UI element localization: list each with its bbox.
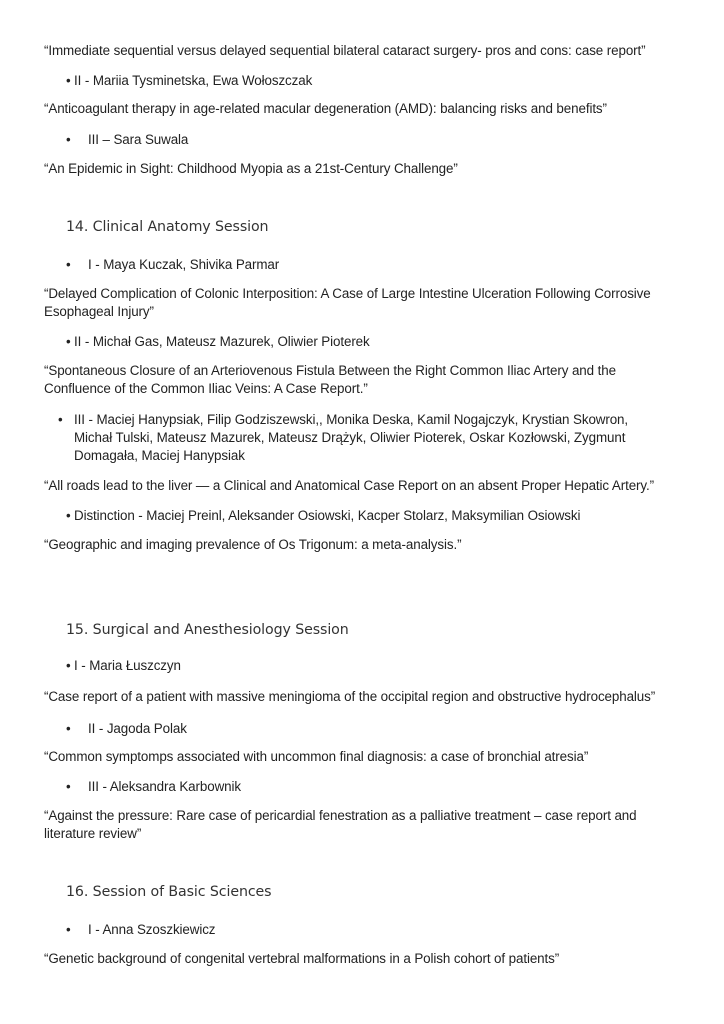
paper-title: “Common symptomps associated with uncommon final diagnosis: a case of bronchial atresia” [44,749,589,764]
paper-title: “Genetic background of congenital vertebral malformations in a Polish cohort of patients” [44,951,560,966]
award-line: • III – Sara Suwala [66,132,189,147]
award-text: I - Maria Łuszczyn [74,658,181,673]
award-text: III - Maciej Hanypsiak, Filip Godziszewski,, Monika Deska, Kamil Nogajczyk, Krystian Skowron, Michał Tulski, Mateusz Mazurek, Mateusz Drążyk, Oliwier Pioterek, Oskar Kozłowski, Zygmunt Domagała, Maciej Hanypsiak [74,412,629,463]
section-heading: 14. Clinical Anatomy Session [66,219,269,235]
award-line: • III - Maciej Hanypsiak, Filip Godziszewski,, Monika Deska, Kamil Nogajczyk, Krystian Skowron, Michał Tulski, Mateusz Mazurek, Mateusz Drążyk, Oliwier Pioterek, Oskar Kozłowski, Zygmunt Domagała, Maciej Hanypsiak [58,412,629,463]
paper-title: “Spontaneous Closure of an Arteriovenous Fistula Between the Right Common Iliac Artery and the Confluence of the Common Iliac Veins: A Case Report.” [44,363,616,396]
award-line: • II - Mariia Tysminetska, Ewa Wołoszczak [66,73,313,88]
award-text: III – Sara Suwala [88,132,189,147]
award-line: • III - Aleksandra Karbownik [66,779,241,794]
award-line: • Distinction - Maciej Preinl, Aleksander Osiowski, Kacper Stolarz, Maksymilian Osiowski [66,508,581,523]
award-text: Distinction - Maciej Preinl, Aleksander Osiowski, Kacper Stolarz, Maksymilian Osiowski [74,508,581,523]
paper-title: “An Epidemic in Sight: Childhood Myopia as a 21st-Century Challenge” [44,161,458,176]
paper-title: “Anticoagulant therapy in age-related macular degeneration (AMD): balancing risks and benefits” [44,101,607,116]
paper-title: “Against the pressure: Rare case of pericardial fenestration as a palliative treatment – case report and literature review” [44,808,637,841]
award-text: II - Mariia Tysminetska, Ewa Wołoszczak [74,73,313,88]
award-text: I - Anna Szoszkiewicz [88,922,216,937]
section-heading: 15. Surgical and Anesthesiology Session [66,622,349,638]
award-text: I - Maya Kuczak, Shivika Parmar [88,257,280,272]
award-line: • I - Anna Szoszkiewicz [66,922,216,937]
award-line: • II - Michał Gas, Mateusz Mazurek, Oliwier Pioterek [66,334,370,349]
award-text: III - Aleksandra Karbownik [88,779,241,794]
paper-title: “Case report of a patient with massive meningioma of the occipital region and obstructive hydrocephalus” [44,689,656,704]
paper-title: “Immediate sequential versus delayed sequential bilateral cataract surgery- pros and cons: case report” [44,43,646,58]
section-heading: 16. Session of Basic Sciences [66,884,272,900]
award-line: • I - Maya Kuczak, Shivika Parmar [66,257,280,272]
paper-title: “All roads lead to the liver — a Clinical and Anatomical Case Report on an absent Proper Hepatic Artery.” [44,478,654,493]
award-line: • II - Jagoda Polak [66,721,187,736]
award-text: II - Jagoda Polak [88,721,187,736]
award-line: • I - Maria Łuszczyn [66,658,181,673]
paper-title: “Delayed Complication of Colonic Interposition: A Case of Large Intestine Ulceration Following Corrosive Esophageal Injury” [44,286,651,319]
award-text: II - Michał Gas, Mateusz Mazurek, Oliwier Pioterek [74,334,370,349]
paper-title: “Geographic and imaging prevalence of Os Trigonum: a meta-analysis.” [44,537,462,552]
